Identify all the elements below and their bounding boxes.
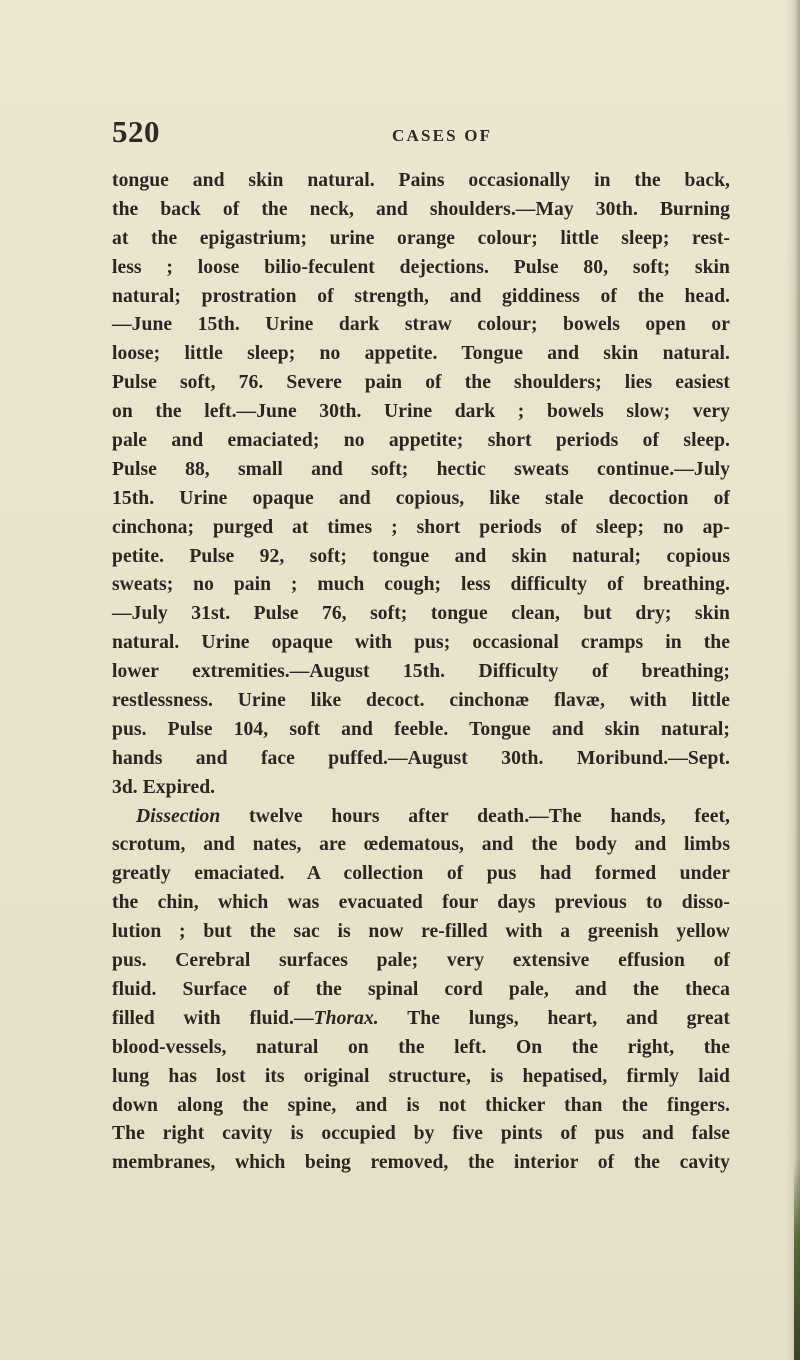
text-line: greatly emaciated. A collection of pus had formed under	[112, 863, 730, 885]
page-edge-stain	[794, 1160, 800, 1360]
text-line: membranes, which being removed, the interior of the cavity	[112, 1152, 730, 1174]
text-line: lung has lost its original structure, is hepatised, firmly laid	[112, 1065, 730, 1087]
text-line: Pulse 88, small and soft; hectic sweats continue.—July	[112, 458, 730, 480]
text-line: scrotum, and nates, are œdematous, and the body and limbs	[112, 834, 730, 856]
text-line: Pulse soft, 76. Severe pain of the shoulders; lies easiest	[112, 372, 730, 394]
thorax-line	[112, 1005, 730, 1034]
text-line: at the epigastrium; urine orange colour; little sleep; rest-	[112, 227, 730, 249]
text-line: on the left.—June 30th. Urine dark ; bowels slow; very	[112, 401, 730, 423]
text-line: loose; little sleep; no appetite. Tongue and skin natural.	[112, 343, 730, 365]
text-line: down along the spine, and is not thicker than the fingers.	[112, 1094, 730, 1116]
text-line: pale and emaciated; no appetite; short periods of sleep.	[112, 430, 730, 452]
page-edge-shadow	[786, 0, 800, 1360]
text-line: 3d. Expired.	[112, 776, 216, 798]
text-line: natural; prostration of strength, and giddiness of the head.	[112, 285, 730, 307]
text-line: tongue and skin natural. Pains occasionally in the back,	[112, 170, 730, 191]
dissection-line-rest: twelve hours after death.—The hands, feet,	[220, 805, 730, 827]
thorax-line-before: filled with fluid.—	[112, 1007, 314, 1029]
text-line: —July 31st. Pulse 76, soft; tongue clean, but dry; skin	[112, 603, 730, 625]
text-line: blood-vessels, natural on the left. On the right, the	[112, 1036, 730, 1058]
text-line: 15th. Urine opaque and copious, like stale decoction of	[112, 487, 730, 509]
dissection-heading: Dissection	[136, 805, 221, 827]
page-number: 520	[112, 114, 160, 149]
text-line: The right cavity is occupied by five pints of pus and false	[112, 1123, 730, 1145]
text-line: the back of the neck, and shoulders.—May 30th. Burning	[112, 198, 730, 220]
text-line: fluid. Surface of the spinal cord pale, and the theca	[112, 978, 730, 1000]
text-line: pus. Pulse 104, soft and feeble. Tongue and skin natural;	[112, 718, 730, 740]
text-line: lower extremities.—August 15th. Difficulty of breathing;	[112, 661, 730, 683]
text-line: petite. Pulse 92, soft; tongue and skin natural; copious	[112, 545, 730, 567]
running-head: CASES OF	[392, 126, 493, 145]
text-line: —June 15th. Urine dark straw colour; bowels open or	[112, 314, 730, 336]
text-line: less ; loose bilio-feculent dejections. Pulse 80, soft; skin	[112, 256, 730, 278]
thorax-line-after: The lungs, heart, and great	[378, 1007, 730, 1029]
page-header	[112, 114, 732, 154]
text-line: pus. Cerebral surfaces pale; very extensive effusion of	[112, 950, 730, 972]
text-line: cinchona; purged at times ; short periods of sleep; no ap-	[112, 516, 730, 538]
text-line: natural. Urine opaque with pus; occasional cramps in the	[112, 632, 730, 654]
text-line: restlessness. Urine like decoct. cinchonæ flavæ, with little	[112, 690, 730, 712]
dissection-paragraph-start	[112, 803, 730, 832]
text-line: sweats; no pain ; much cough; less difficulty of breathing.	[112, 574, 730, 596]
text-line: hands and face puffed.—August 30th. Moribund.—Sept.	[112, 747, 730, 769]
body-text	[112, 167, 730, 1178]
text-line: lution ; but the sac is now re-filled with a greenish yellow	[112, 921, 730, 943]
thorax-heading: Thorax.	[313, 1007, 379, 1029]
text-line: the chin, which was evacuated four days previous to disso-	[112, 892, 730, 914]
